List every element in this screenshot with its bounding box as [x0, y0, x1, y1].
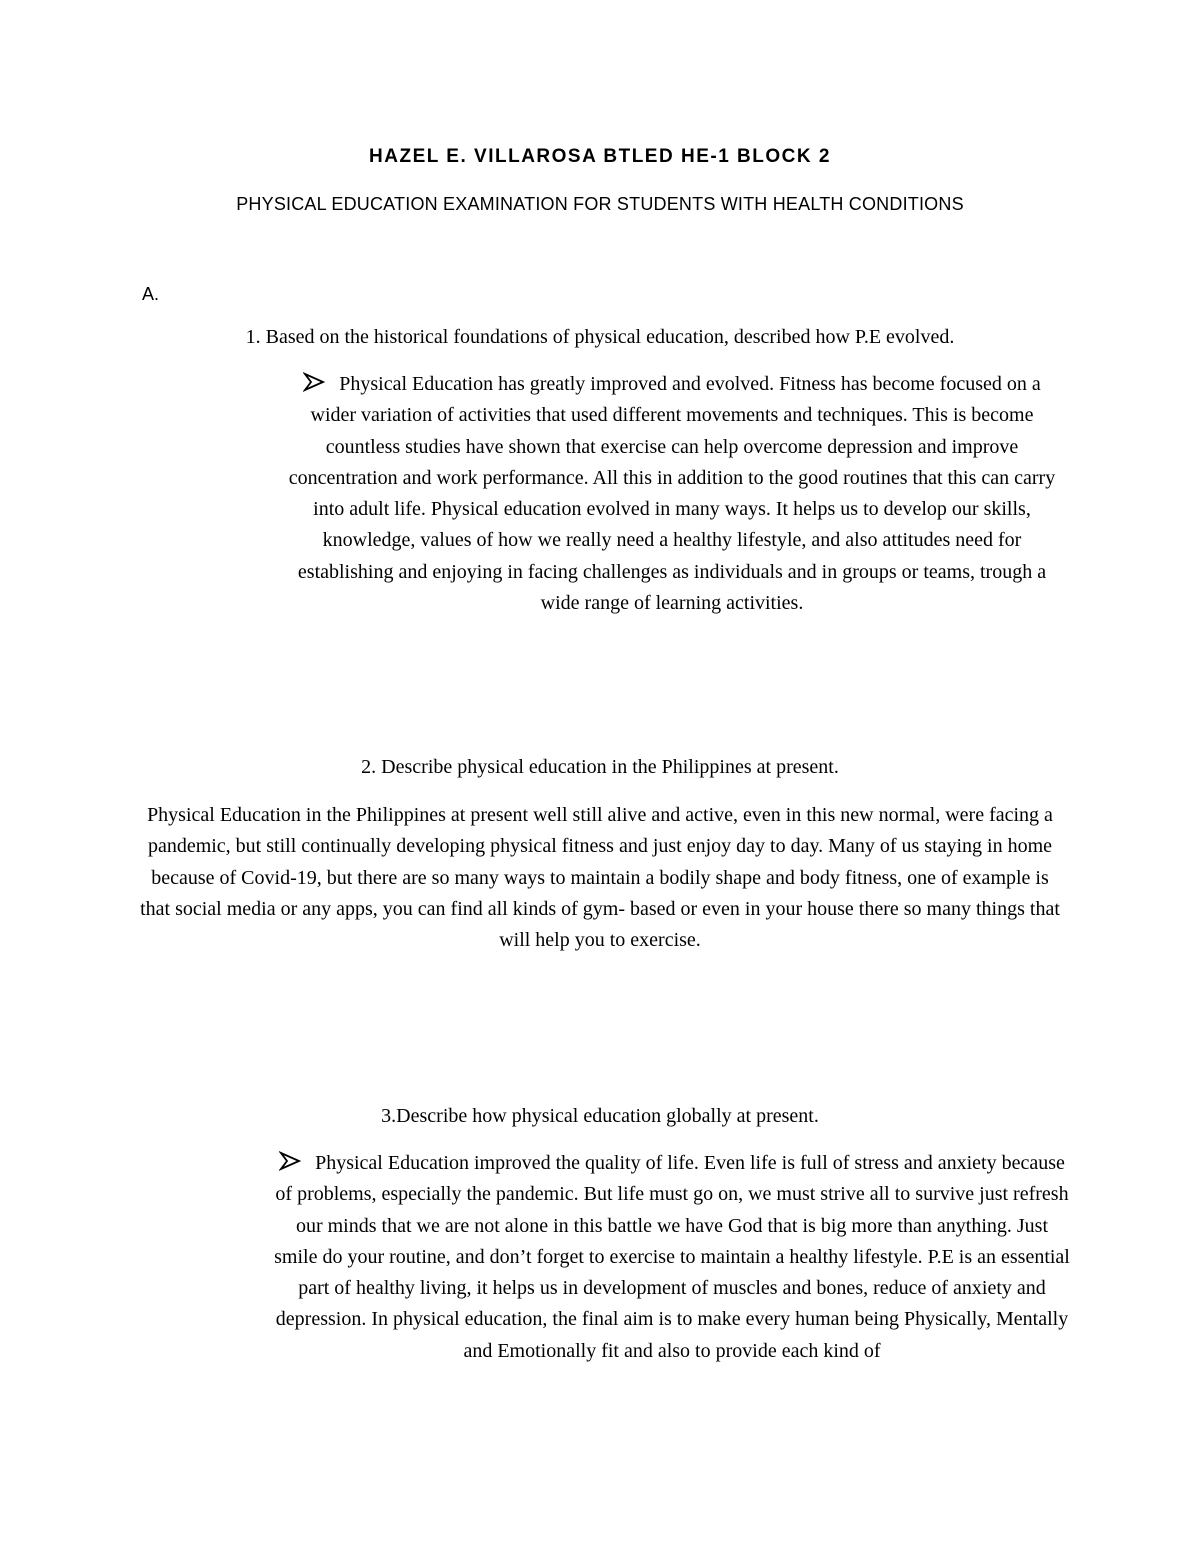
question-2: 2. Describe physical education in the Philippines at present. — [361, 756, 839, 778]
answer-2: Physical Education in the Philippines at present well still alive and active, even in this new normal, were facing a pandemic, but still continually developing physical fitness and just enjoy day to day. Many of us staying in home because of Covid-19, but there are so many ways to maintain a bodily shape and body fitness, one of example is that social media or any apps, you can find all kinds of gym- based or even in your house there so many things that will help you to exercise. — [140, 804, 1060, 952]
exam-title: PHYSICAL EDUCATION EXAMINATION FOR STUDENTS WITH HEALTH CONDITIONS — [236, 194, 964, 214]
question-3: 3.Describe how physical education globally at present. — [381, 1105, 819, 1127]
arrow-bullet-icon — [279, 1151, 301, 1171]
answer-1-text: Physical Education has greatly improved and evolved. Fitness has become focused on a wider variation of activities that used different movements and techniques. This is become countless studies have shown that exercise can help overcome depression and improve concentration and work performance. All this in addition to the good routines that this can carry into adult life. Physical education evolved in many ways. It helps us to develop our skills, knowledge, values of how we really need a healthy lifestyle, and also attitudes need for establishing and enjoying in facing challenges as individuals and in groups or teams, trough a wide range of learning activities. — [288, 373, 1056, 615]
answer-3-text: Physical Education improved the quality of life. Even life is full of stress and anxiety because of problems, especially the pandemic. But life must go on, we must strive all to survive just refresh our minds that we are not alone in this battle we have God that is big more than anything. Just smile do your routine, and don’t forget to exercise to maintain a healthy lifestyle. P.E is an essential part of healthy living, it helps us in development of muscles and bones, reduce of anxiety and depression. In physical education, the final aim is to make every human being Physically, Mentally and Emotionally fit and also to provide each kind of — [274, 1152, 1070, 1362]
arrow-bullet-icon — [303, 372, 325, 392]
author-heading: HAZEL E. VILLAROSA BTLED HE-1 BLOCK 2 — [369, 146, 831, 167]
question-1: 1. Based on the historical foundations of physical education, described how P.E evolved. — [245, 326, 955, 348]
section-label: A. — [142, 284, 160, 304]
answer-3 — [272, 1148, 1072, 1367]
answer-1 — [286, 369, 1058, 619]
